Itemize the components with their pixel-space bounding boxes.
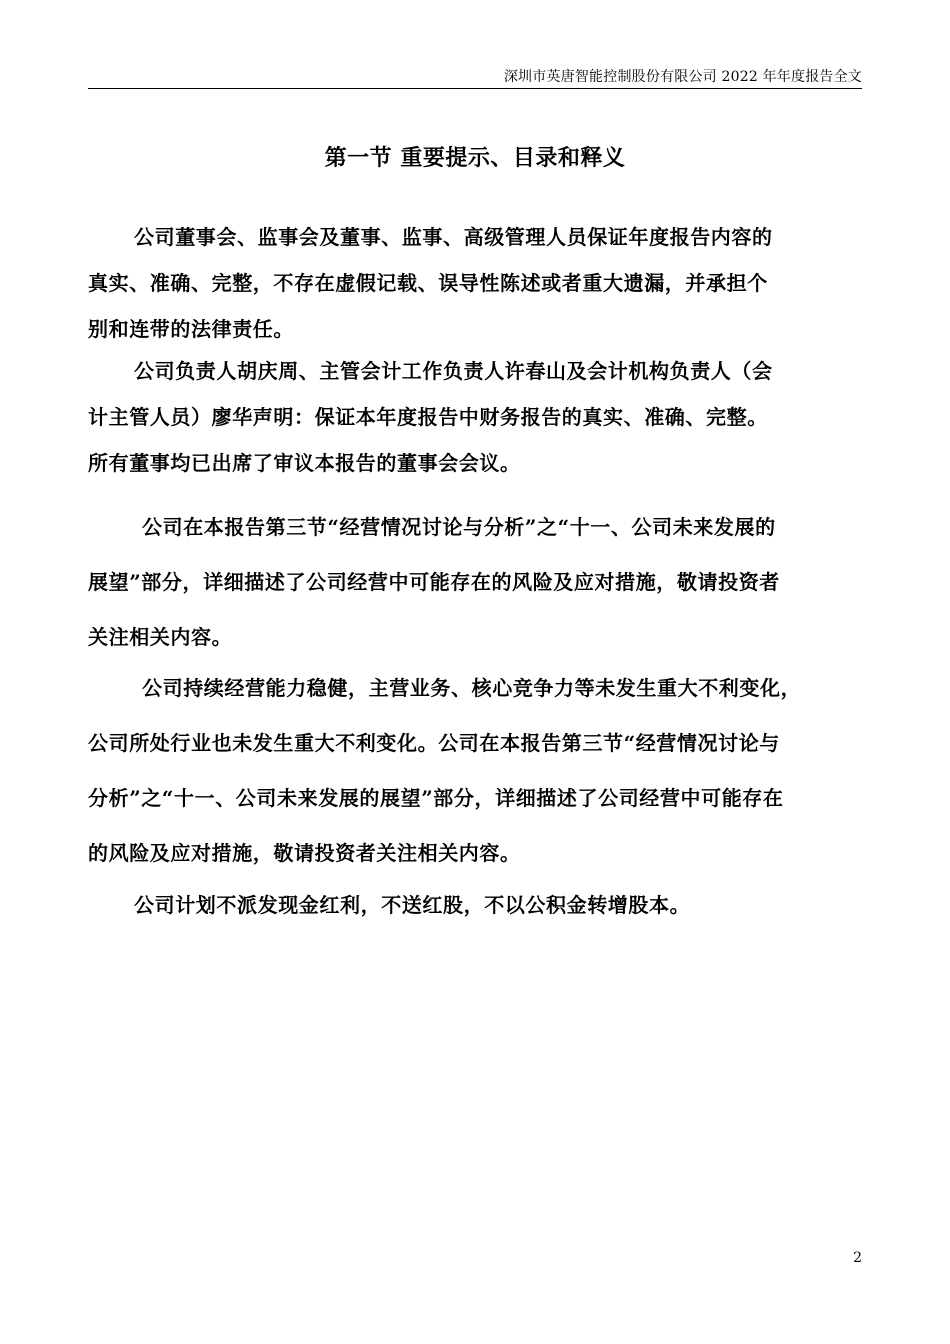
paragraph-line: 别和连带的法律责任。 [88,317,294,341]
paragraph-going-concern [88,661,858,881]
paragraph-line: 真实、准确、完整，不存在虚假记载、误导性陈述或者重大遗漏，并承担个 [88,271,768,295]
paragraph-line: 公司所处行业也未发生重大不利变化。公司在本报告第三节“经营情况讨论与 [88,731,780,755]
paragraph-line: 展望”部分，详细描述了公司经营中可能存在的风险及应对措施，敬请投资者 [88,570,780,594]
paragraph-line: 公司董事会、监事会及董事、监事、高级管理人员保证年度报告内容的 [134,225,773,249]
page-number: 2 [853,1250,862,1266]
paragraph-line: 公司在本报告第三节“经营情况讨论与分析”之“十一、公司未来发展的 [142,515,776,539]
paragraph-line: 所有董事均已出席了审议本报告的董事会会议。 [88,451,521,475]
paragraph-line: 关注相关内容。 [88,625,233,649]
paragraph-responsible-persons [88,348,858,486]
section-title: 第一节 重要提示、目录和释义 [324,145,626,171]
paragraph-line: 公司持续经营能力稳健，主营业务、核心竞争力等未发生重大不利变化， [142,676,802,700]
paragraph-line: 公司负责人胡庆周、主管会计工作负责人许春山及会计机构负责人（会 [134,359,773,383]
paragraph-line: 公司计划不派发现金红利，不送红股，不以公积金转增股本。 [134,893,691,917]
paragraph-line: 分析”之“十一、公司未来发展的展望”部分，详细描述了公司经营中可能存在 [88,786,784,810]
header-divider [88,88,862,89]
paragraph-board-guarantee [88,214,858,352]
paragraph-dividend-plan [88,882,858,928]
paragraph-line: 计主管人员）廖华声明：保证本年度报告中财务报告的真实、准确、完整。 [88,405,768,429]
paragraph-line: 的风险及应对措施，敬请投资者关注相关内容。 [88,841,521,865]
header-text: 深圳市英唐智能控制股份有限公司 2022 年年度报告全文 [503,69,862,85]
paragraph-risk-notice [88,500,858,665]
